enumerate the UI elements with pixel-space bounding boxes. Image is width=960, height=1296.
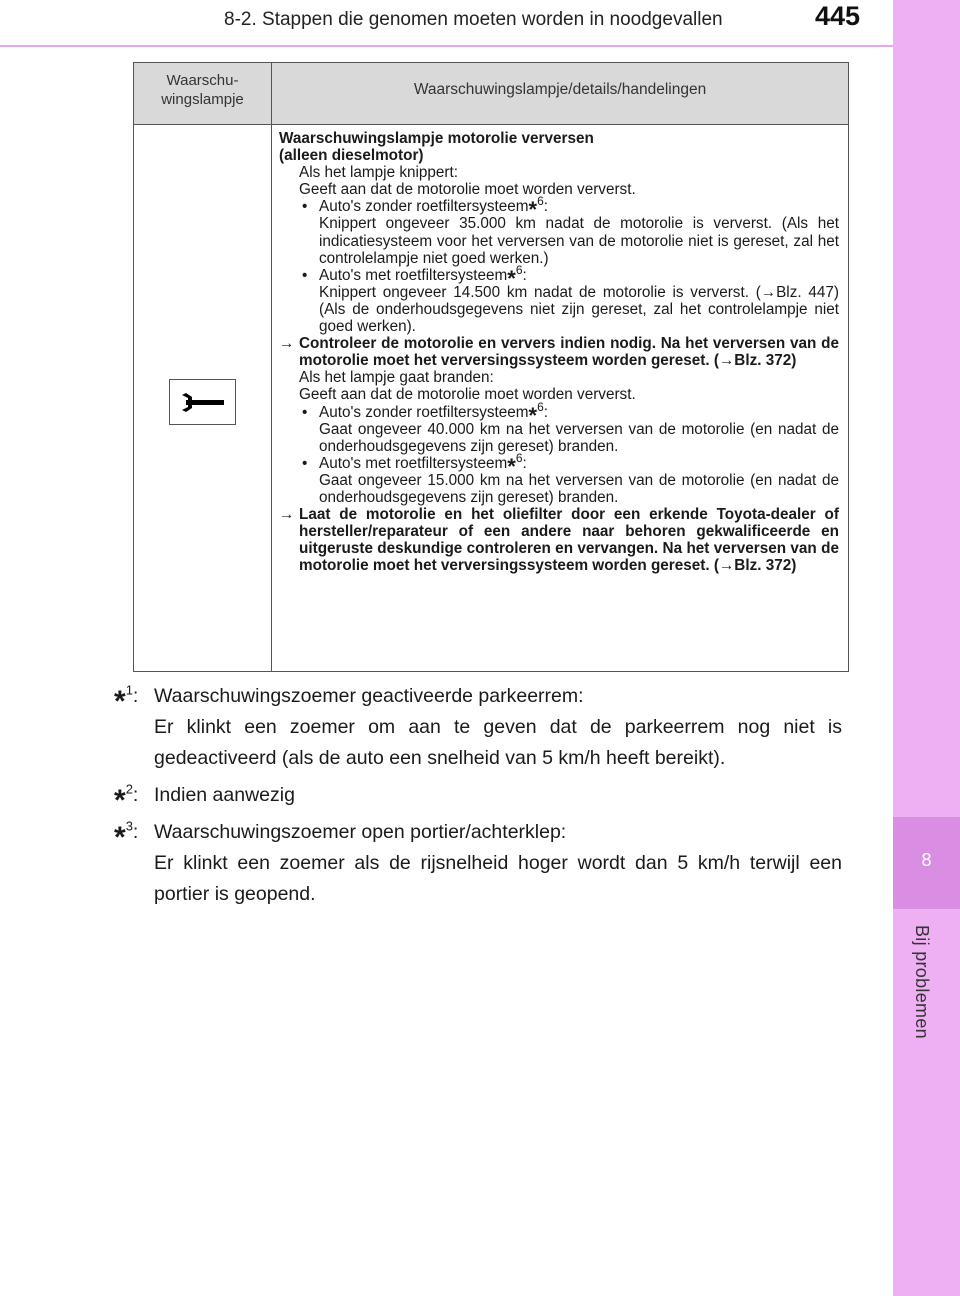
footnote-title: Indien aanwezig: [154, 784, 295, 806]
warning-light-symbol: [169, 379, 236, 425]
list-item: • Auto's zonder roetfiltersysteem*$^6$:: [302, 399, 549, 428]
header-rule: [0, 45, 893, 47]
footnote-number: 3: [125, 818, 133, 834]
blink-description: Geeft aan dat de motorolie moet worden ververst.: [299, 181, 636, 199]
list-item: • Auto's met roetfiltersysteem*$^6$:: [302, 262, 527, 291]
bullet: •: [302, 198, 308, 216]
footnote-ref: 6: [537, 194, 544, 209]
warning-subtitle: (alleen dieselmotor): [279, 147, 424, 165]
warning-details-cell: [279, 130, 839, 574]
footnote-star: *: [528, 197, 538, 223]
footnote-title: Waarschuwingszoemer geactiveerde parkeerrem:: [154, 685, 584, 707]
footnote-star: *: [114, 784, 126, 817]
chapter-label: Bij problemen: [912, 925, 932, 1039]
footnote-title: Waarschuwingszoemer open portier/achterklep:: [154, 821, 567, 843]
footnote-item: [114, 780, 842, 817]
page-reference: Blz. 372): [734, 352, 797, 370]
column-header-line: Waarschu-: [166, 72, 239, 89]
chapter-side-tab: [893, 0, 960, 1296]
arrow-icon: →: [279, 506, 295, 524]
on-description: Geeft aan dat de motorolie moet worden ververst.: [299, 386, 636, 404]
bullet: •: [302, 266, 308, 284]
bullet: •: [302, 403, 308, 421]
arrow-icon: →: [718, 352, 735, 370]
column-header-details: Waarschuwingslampje/details/handelingen: [413, 81, 707, 98]
action-item: [279, 335, 839, 369]
bullet-text: Knippert ongeveer 14.500 km nadat de motorolie is ververst. (→Blz. 447) (Als de onderhoudsgegevens niet zijn gereset, zal het controlelampje niet goed werken).: [319, 283, 839, 336]
bullet-text: Knippert ongeveer 35.000 km nadat de motorolie is ververst. (Als het indicatiesysteem voor het verversen van de motorolie niet is gereset, zal het controlelampje niet goed werken.): [319, 215, 839, 267]
column-header-line: wingslampje: [161, 91, 244, 108]
warning-title: Waarschuwingslampje motorolie verversen: [279, 130, 594, 147]
bullet-label: Auto's met roetfiltersysteem: [319, 454, 508, 472]
footnote-marker: *$^1$:: [114, 682, 139, 718]
footnote-star: *: [507, 453, 516, 479]
list-item: • Auto's met roetfiltersysteem*$^6$:: [302, 450, 527, 479]
bullet-text: Gaat ongeveer 40.000 km na het verversen van de motorolie (en nadat de onderhoudsgegevens zijn gereset) branden.: [319, 420, 839, 455]
bullet-label: Auto's zonder roetfiltersysteem: [319, 403, 529, 421]
bullet: •: [302, 454, 308, 472]
blink-heading: Als het lampje knippert:: [299, 164, 458, 182]
footnote-ref: 6: [515, 450, 523, 465]
page-header-title: 8-2. Stappen die genomen moeten worden in noodgevallen: [224, 9, 723, 30]
footnote-star: *: [114, 821, 126, 854]
bullet-label: Auto's zonder roetfiltersysteem: [319, 198, 529, 216]
footnote-ref: 6: [537, 399, 544, 414]
action-text: Controleer de motorolie en ververs indien nodig. Na het verversen van de motorolie moet het verversingssysteem worden gereset. (: [299, 335, 839, 370]
footnote-star: *: [528, 402, 538, 428]
page-reference: Blz. 372): [734, 557, 797, 575]
column-divider: [271, 63, 272, 671]
wrench-icon: [179, 390, 227, 416]
footnotes: [114, 681, 842, 916]
footnote-marker: *$^3$:: [114, 818, 139, 854]
footnote-number: 1: [125, 682, 133, 698]
warning-light-table: [133, 62, 849, 672]
action-text: Laat de motorolie en het oliefilter door een erkende Toyota-dealer of hersteller/reparateur of een andere naar behoren gekwalificeerde en uitgeruste deskundige controleren en vervangen. Na het verversen van de motorolie moet het verversingssysteem worden gereset. (: [299, 506, 839, 575]
footnote-text: Er klinkt een zoemer als de rijsnelheid hoger wordt dan 5 km/h terwijl een portier is geopend.: [154, 852, 842, 905]
arrow-icon: →: [279, 335, 295, 353]
footnote-ref: 6: [515, 262, 523, 277]
page-number: 445: [815, 1, 861, 31]
bullet-label: Auto's met roetfiltersysteem: [319, 266, 508, 284]
bullet-text: Gaat ongeveer 15.000 km na het verversen van de motorolie (en nadat de onderhoudsgegevens zijn gereset) branden.: [319, 471, 839, 506]
chapter-number: 8: [921, 850, 932, 870]
arrow-icon: →: [718, 557, 735, 575]
action-item: [279, 506, 839, 574]
footnote-marker: *$^2$:: [114, 781, 139, 817]
footnote-text: Er klinkt een zoemer om aan te geven dat de parkeerrem nog niet is gedeactiveerd (als de auto een snelheid van 5 km/h heeft bereikt).: [154, 716, 842, 769]
footnote-item: [114, 681, 842, 774]
footnote-star: *: [507, 265, 516, 291]
footnote-number: 2: [125, 781, 133, 797]
table-header-row: [134, 63, 848, 125]
on-heading: Als het lampje gaat branden:: [299, 369, 494, 387]
footnote-item: [114, 817, 842, 910]
column-header-warning-light: [134, 71, 271, 109]
footnote-star: *: [114, 685, 126, 718]
list-item: • Auto's zonder roetfiltersysteem*$^6$:: [302, 194, 549, 223]
